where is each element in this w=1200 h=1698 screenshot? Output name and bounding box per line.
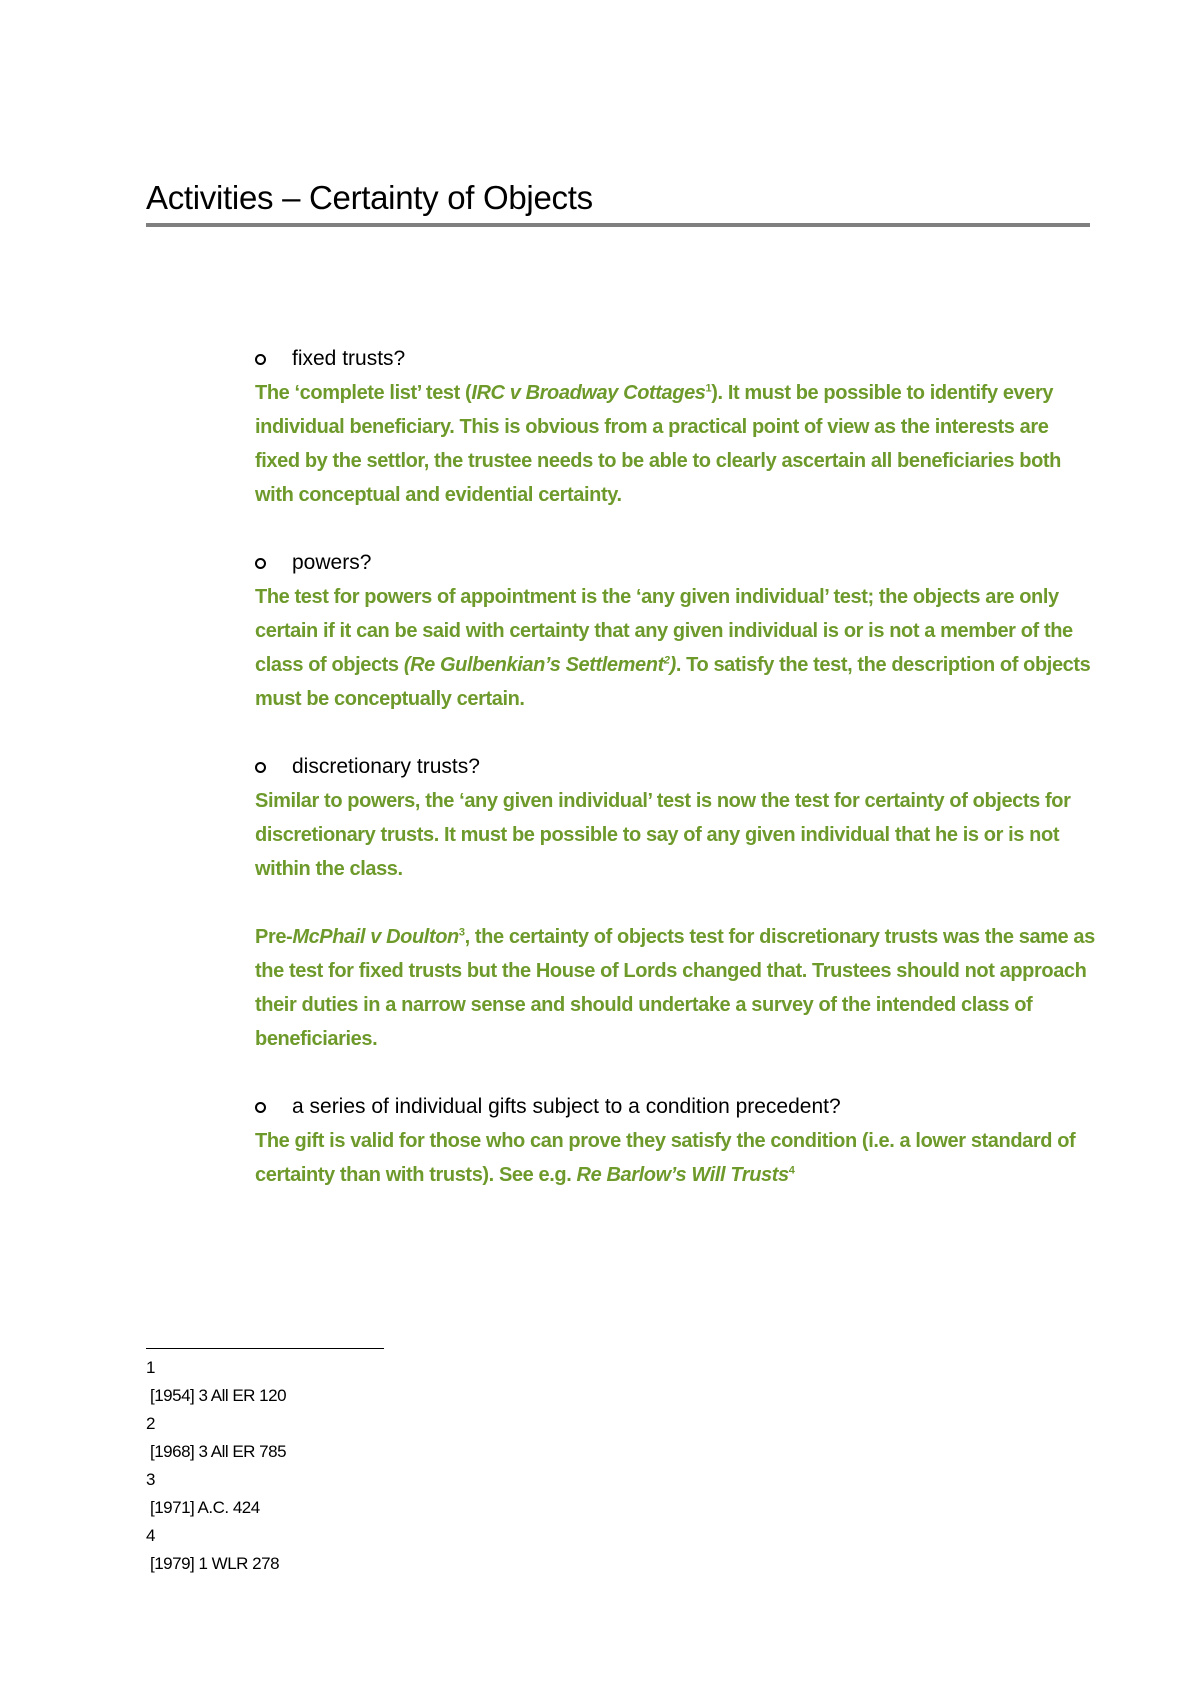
answer-text: . To satisfy the test, the description of objects must be conceptually certain.: [255, 654, 1091, 710]
answer-paragraph: [255, 920, 1095, 1056]
question-text: discretionary trusts?: [292, 755, 480, 778]
question-line: [255, 342, 1095, 376]
case-name: (Re Gulbenkian’s Settlement$^2$): [403, 654, 676, 676]
activity-item-discretionary-trusts: [255, 750, 1095, 1056]
question-text: fixed trusts?: [292, 347, 406, 370]
footnote-ref[interactable]: 2: [663, 654, 670, 667]
footnotes: [146, 1354, 286, 1578]
activity-item-condition-precedent: [255, 1090, 1095, 1192]
footnote-citation: [1954] 3 All ER 120: [150, 1386, 287, 1405]
activity-item-fixed-trusts: [255, 342, 1095, 512]
case-name: Re Barlow’s Will Trusts: [576, 1164, 789, 1186]
answer-paragraph: [255, 580, 1095, 716]
hollow-bullet-icon: [252, 546, 268, 580]
page-title: Activities – Certainty of Objects: [146, 179, 593, 216]
footnote-citation: [1968] 3 All ER 785: [150, 1442, 287, 1461]
question-line: [255, 750, 1095, 784]
footnote-citation: [1971] A.C. 424: [150, 1498, 260, 1517]
question-text: powers?: [292, 551, 372, 574]
answer-paragraph: [255, 376, 1095, 512]
footnote-separator: [146, 1348, 384, 1349]
footnote-number: 1: [146, 1358, 155, 1377]
answer-text: The test for powers of appointment is the ‘any given individual’ test; the objects are only certain if it can be said with certainty that any given individual is or is not a member of the class of objects: [255, 586, 1073, 676]
question-line: [255, 546, 1095, 580]
case-name: McPhail v Doulton: [292, 926, 459, 948]
activity-item-powers: [255, 546, 1095, 716]
case-name: IRC v Broadway Cottages: [471, 382, 706, 404]
hollow-bullet-icon: [252, 342, 268, 376]
answer-text: , the certainty of objects test for discretionary trusts was the same as the test for fixed trusts but the House of Lords changed that. Trustees should not approach their duties in a narrow sense and should undertake a survey of the intended class of beneficiaries.: [255, 926, 1095, 1050]
answer-text: ). It must be possible to identify every individual beneficiary. This is obvious from a practical point of view as the interests are fixed by the settlor, the trustee needs to be able to clearly ascertain all beneficiaries both with conceptual and evidential certainty.: [255, 382, 1062, 506]
answer-paragraph: [255, 784, 1095, 886]
footnote-number: 2: [146, 1414, 155, 1433]
activity-list: [255, 342, 1095, 1226]
answer-text: The gift is valid for those who can prove they satisfy the condition (i.e. a lower standard of certainty than with trusts). See e.g.: [255, 1130, 1076, 1186]
footnote-citation: [1979] 1 WLR 278: [150, 1554, 280, 1573]
answer-paragraph: [255, 1124, 1095, 1192]
hollow-bullet-icon: [252, 1090, 268, 1124]
footnote-ref[interactable]: 1: [705, 382, 712, 395]
answer-text: Pre-: [255, 926, 293, 948]
hollow-bullet-icon: [252, 750, 268, 784]
footnote-number: 4: [146, 1526, 155, 1545]
footnote-number: 3: [146, 1470, 155, 1489]
question-text: a series of individual gifts subject to a condition precedent?: [292, 1095, 841, 1118]
answer-text: The ‘complete list’ test (: [255, 382, 472, 404]
footnote-ref[interactable]: 3: [458, 926, 465, 939]
answer-text: Similar to powers, the ‘any given individual’ test is now the test for certainty of objects for discretionary trusts. It must be possible to say of any given individual that he is or is not within the class.: [255, 790, 1071, 880]
footnote-ref[interactable]: 4: [788, 1164, 795, 1177]
question-line: [255, 1090, 1095, 1124]
title-underline: [146, 223, 1090, 227]
